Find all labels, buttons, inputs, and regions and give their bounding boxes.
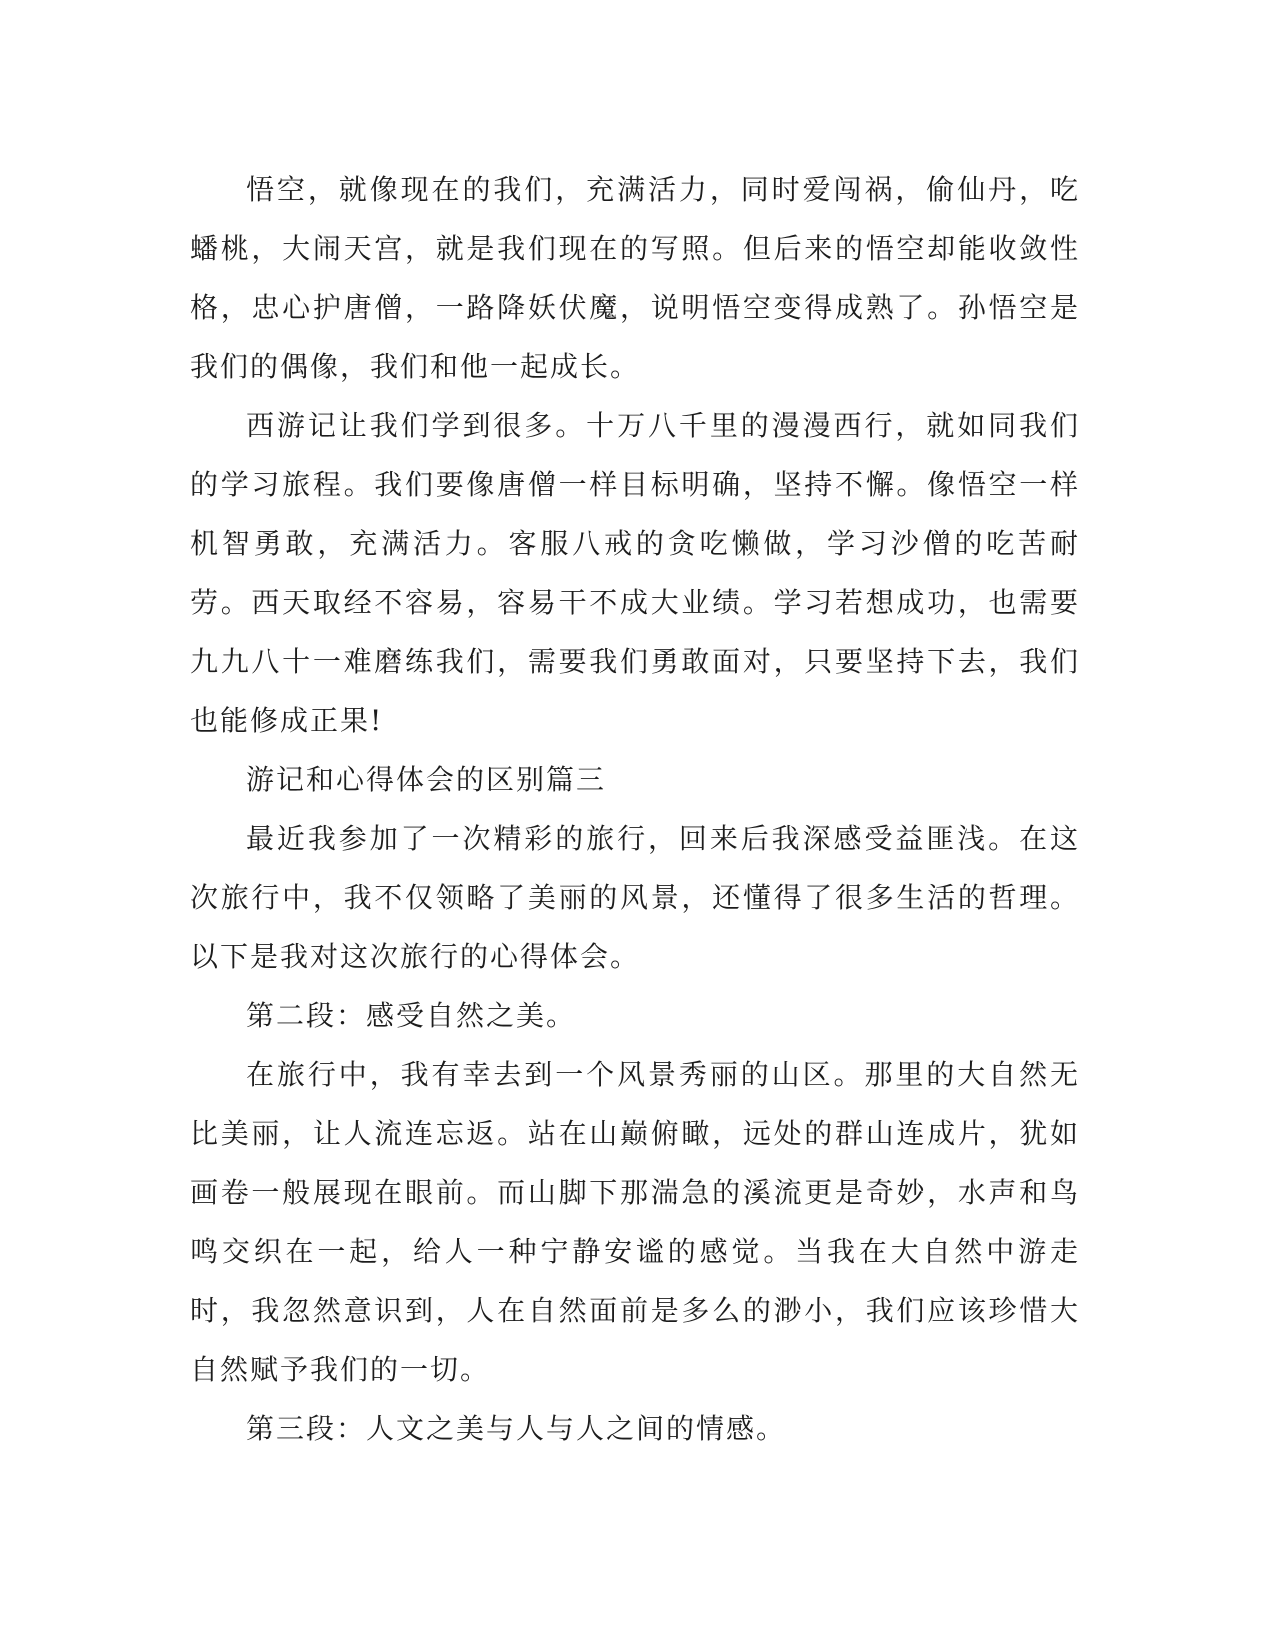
paragraph-nature: 在旅行中，我有幸去到一个风景秀丽的山区。那里的大自然无比美丽，让人流连忘返。站在山巅俯瞰，远处的群山连成片，犹如画卷一般展现在眼前。而山脚下那湍急的溪流更是奇妙，水声和鸟鸣交织在一起，给人一种宁静安谧的感觉。当我在大自然中游走时，我忽然意识到，人在自然面前是多么的渺小，我们应该珍惜大自然赋予我们的一切。 bbox=[190, 1058, 1080, 1386]
paragraph-travel-intro: 最近我参加了一次精彩的旅行，回来后我深感受益匪浅。在这次旅行中，我不仅领略了美丽的风景，还懂得了很多生活的哲理。以下是我对这次旅行的心得体会。 bbox=[190, 822, 1080, 973]
document-body bbox=[190, 160, 1080, 1458]
subheading-nature: 第二段：感受自然之美。 bbox=[246, 999, 577, 1032]
paragraph-wukong: 悟空，就像现在的我们，充满活力，同时爱闯祸，偷仙丹，吃蟠桃，大闹天宫，就是我们现在的写照。但后来的悟空却能收敛性格，忠心护唐僧，一路降妖伏魔，说明悟空变得成熟了。孙悟空是我们的偶像，我们和他一起成长。 bbox=[190, 173, 1080, 383]
subheading-culture: 第三段：人文之美与人与人之间的情感。 bbox=[246, 1412, 787, 1445]
section-title: 游记和心得体会的区别篇三 bbox=[246, 763, 607, 796]
paragraph-journey-west-lessons: 西游记让我们学到很多。十万八千里的漫漫西行，就如同我们的学习旅程。我们要像唐僧一样目标明确，坚持不懈。像悟空一样机智勇敢，充满活力。客服八戒的贪吃懒做，学习沙僧的吃苦耐劳。西天取经不容易，容易干不成大业绩。学习若想成功，也需要九九八十一难磨练我们，需要我们勇敢面对，只要坚持下去，我们也能修成正果! bbox=[190, 409, 1080, 737]
